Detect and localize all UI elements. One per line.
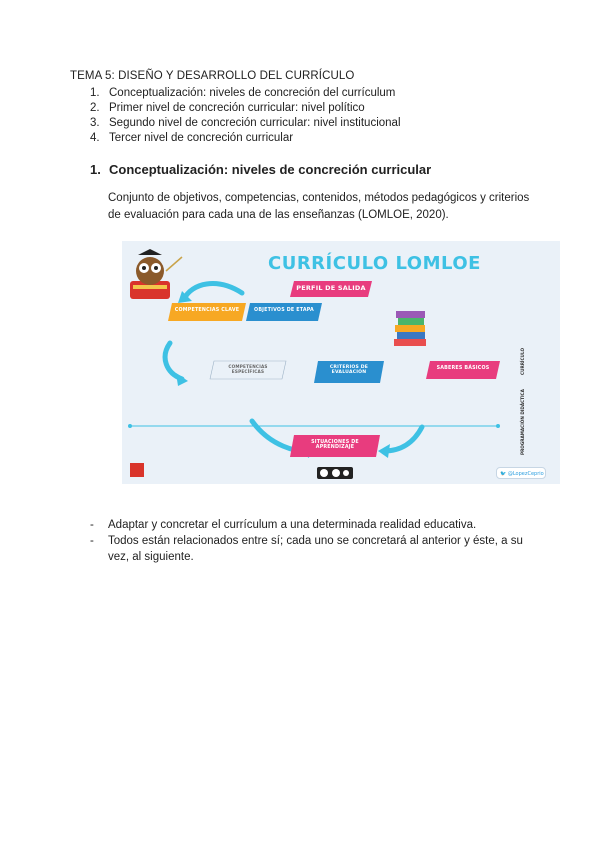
toc-number: 3.: [90, 117, 100, 129]
side-label-curriculo: CURRÍCULO: [520, 347, 525, 375]
definition-paragraph: Conjunto de objetivos, competencias, contenidos, métodos pedagógicos y criterios de evaluación para cada una de las enseñanzas (LOMLOE, 2020).: [108, 192, 530, 221]
toc-item: [90, 116, 401, 131]
twitter-icon: 🐦: [500, 471, 507, 477]
document-title: TEMA 5: DISEÑO Y DESARROLLO DEL CURRÍCULO: [70, 70, 355, 82]
bullet-dash: -: [90, 519, 94, 531]
arrow-top-left: [184, 284, 242, 299]
side-label-programacion: PROGRAMACIÓN DIDÁCTICA: [520, 389, 525, 455]
bullet-dash: -: [90, 535, 94, 547]
competencias-clave-label: COMPETENCIAS CLAVE: [174, 308, 240, 313]
section-heading: [90, 162, 431, 177]
arrow-left: [165, 343, 182, 379]
bullet-item: [90, 533, 528, 565]
toc-item: [90, 101, 401, 116]
toc-item: [90, 86, 401, 101]
section-number: 1.: [90, 162, 101, 177]
toc-item: [90, 131, 401, 146]
toc-number: 1.: [90, 87, 100, 99]
toc-text: Primer nivel de concreción curricular: nivel político: [109, 102, 365, 114]
logo-icon: [130, 463, 144, 477]
table-of-contents: [90, 86, 401, 146]
objetivos-etapa-label: OBJETIVOS DE ETAPA: [254, 308, 314, 313]
owl-mascot-icon: [130, 249, 182, 299]
infographic-title: CURRÍCULO LOMLOE: [268, 253, 481, 274]
saberes-basicos-label: SABERES BÁSICOS: [436, 366, 490, 371]
situaciones-aprendizaje-label: SITUACIONES DE APRENDIZAJE: [311, 440, 359, 450]
bullet-item: [90, 517, 528, 533]
competencias-especificas-label: COMPETENCIAS ESPECÍFICAS: [228, 364, 268, 374]
curriculum-infographic: [122, 241, 560, 484]
toc-number: 4.: [90, 132, 100, 144]
toc-text: Segundo nivel de concreción curricular: nivel institucional: [109, 117, 401, 129]
twitter-handle: [496, 467, 546, 479]
bullet-text: Todos están relacionados entre sí; cada uno se concretará al anterior y éste, a su vez, al siguiente.: [108, 535, 523, 563]
books-icon: [394, 311, 426, 346]
toc-text: Conceptualización: niveles de concreción del currículum: [109, 87, 396, 99]
bullet-text: Adaptar y concretar el currículum a una determinada realidad educativa.: [108, 519, 477, 531]
bullet-list: [90, 517, 528, 565]
toc-text: Tercer nivel de concreción curricular: [109, 132, 294, 144]
twitter-text: @LopezCeprio: [507, 471, 544, 477]
section-title: Conceptualización: niveles de concreción curricular: [109, 162, 432, 177]
criterios-evaluacion-label: CRITERIOS DE EVALUACIÓN: [329, 365, 369, 375]
toc-number: 2.: [90, 102, 100, 114]
arrow-bottom-right: [384, 427, 422, 451]
perfil-salida-label: PERFIL DE SALIDA: [296, 284, 366, 292]
